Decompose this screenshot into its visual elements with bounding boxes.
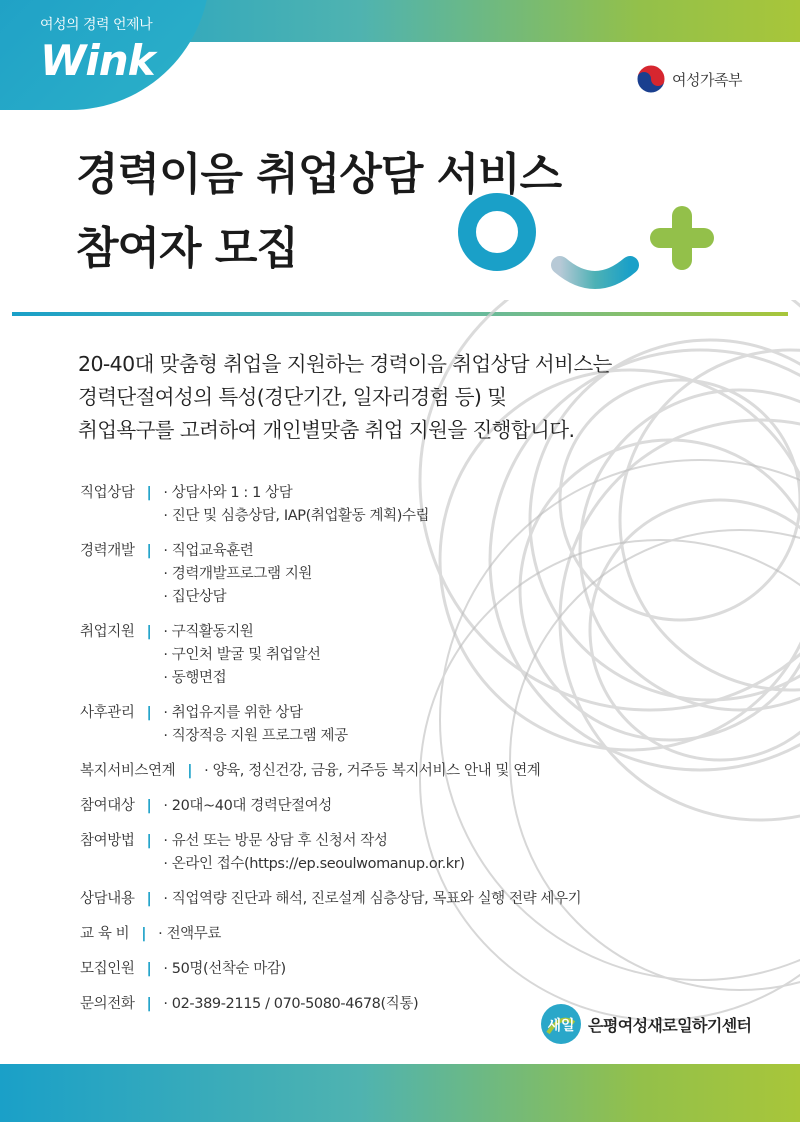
section-label: 직업상담 bbox=[80, 485, 135, 501]
intro-line-1: 20-40대 맞춤형 취업을 지원하는 경력이음 취업상담 서비스는 bbox=[78, 352, 612, 376]
list-row bbox=[80, 795, 581, 818]
separator-bar: | bbox=[146, 833, 152, 849]
separator-bar: | bbox=[187, 763, 193, 779]
separator-bar: | bbox=[141, 926, 147, 942]
section-items bbox=[163, 540, 312, 609]
section-items bbox=[204, 760, 540, 783]
section-label: 복지서비스연계 bbox=[80, 763, 176, 779]
section-label: 모집인원 bbox=[80, 961, 135, 977]
saeil-mark: 새일 bbox=[547, 1018, 575, 1034]
list-item: · 진단 및 심층상담, IAP(취업활동 계획)수립 bbox=[163, 508, 430, 524]
list-row bbox=[80, 830, 581, 876]
deco-symbols bbox=[455, 190, 745, 290]
list-item: · 온라인 접수(https://ep.seoulwomanup.or.kr) bbox=[163, 856, 465, 872]
section-label: 사후관리 bbox=[80, 705, 135, 721]
plus-symbol bbox=[650, 206, 714, 270]
title-line-1: 경력이음 취업상담 서비스 bbox=[76, 149, 562, 200]
list-item: · 구인처 발굴 및 취업알선 bbox=[163, 647, 321, 663]
separator-bar: | bbox=[146, 798, 152, 814]
separator-bar: | bbox=[146, 996, 152, 1012]
list-item: · 20대~40대 경력단절여성 bbox=[163, 798, 332, 814]
section-label: 교 육 비 bbox=[80, 926, 130, 942]
section-items bbox=[163, 795, 332, 818]
intro-line-3: 취업욕구를 고려하여 개인별맞춤 취업 지원을 진행합니다. bbox=[78, 418, 575, 442]
section-items bbox=[163, 958, 285, 981]
separator-bar: | bbox=[146, 891, 152, 907]
separator-bar: | bbox=[146, 705, 152, 721]
ministry-name: 여성가족부 bbox=[672, 70, 742, 89]
list-row bbox=[80, 621, 581, 690]
section-label: 참여방법 bbox=[80, 833, 135, 849]
list-row bbox=[80, 923, 581, 946]
separator-bar: | bbox=[146, 624, 152, 640]
badge-subtitle: 여성의 경력 언제나 bbox=[40, 17, 153, 33]
title-line-2: 참여자 모집 bbox=[76, 223, 298, 274]
list-item: · 전액무료 bbox=[158, 926, 222, 942]
list-item: · 양육, 정신건강, 금융, 거주등 복지서비스 안내 및 연계 bbox=[204, 763, 541, 779]
bottom-gradient-bar bbox=[0, 1064, 800, 1122]
section-items bbox=[163, 830, 464, 876]
list-item: · 02-389-2115 / 070-5080-4678(직통) bbox=[163, 996, 419, 1012]
ministry-logo bbox=[636, 64, 742, 94]
list-row bbox=[80, 958, 581, 981]
wink-logo: Wink bbox=[40, 36, 155, 85]
list-item: · 구직활동지원 bbox=[163, 624, 254, 640]
section-items bbox=[163, 993, 418, 1016]
list-item: · 50명(선착순 마감) bbox=[163, 961, 286, 977]
section-label: 상담내용 bbox=[80, 891, 135, 907]
section-label: 경력개발 bbox=[80, 543, 135, 559]
section-label: 문의전화 bbox=[80, 996, 135, 1012]
separator-bar: | bbox=[146, 485, 152, 501]
list-item: · 유선 또는 방문 상담 후 신청서 작성 bbox=[163, 833, 388, 849]
smile-symbol bbox=[560, 265, 630, 280]
service-list bbox=[80, 482, 581, 1028]
list-item: · 상담사와 1 : 1 상담 bbox=[163, 485, 293, 501]
section-items bbox=[163, 621, 320, 690]
circle-symbol bbox=[467, 202, 527, 262]
list-row bbox=[80, 482, 581, 528]
section-items bbox=[163, 482, 429, 528]
list-row bbox=[80, 760, 581, 783]
saeil-logo-icon bbox=[540, 1003, 582, 1045]
taegeuk-icon bbox=[636, 64, 666, 94]
separator-bar: | bbox=[146, 543, 152, 559]
section-items bbox=[163, 702, 347, 748]
section-items bbox=[163, 888, 581, 911]
list-item: · 동행면접 bbox=[163, 670, 227, 686]
section-items bbox=[158, 923, 221, 946]
list-item: · 집단상담 bbox=[163, 589, 227, 605]
list-item: · 직장적응 지원 프로그램 제공 bbox=[163, 728, 348, 744]
section-label: 참여대상 bbox=[80, 798, 135, 814]
list-item: · 경력개발프로그램 지원 bbox=[163, 566, 313, 582]
list-row bbox=[80, 888, 581, 911]
list-row bbox=[80, 993, 581, 1016]
center-logo bbox=[540, 1003, 751, 1045]
intro-line-2: 경력단절여성의 특성(경단기간, 일자리경험 등) 및 bbox=[78, 385, 507, 409]
list-row bbox=[80, 540, 581, 609]
list-item: · 직업교육훈련 bbox=[163, 543, 254, 559]
center-name: 은평여성새로일하기센터 bbox=[588, 1015, 752, 1035]
list-item: · 취업유지를 위한 상담 bbox=[163, 705, 303, 721]
list-item: · 직업역량 진단과 해석, 진로설계 심층상담, 목표와 실행 전략 세우기 bbox=[163, 891, 582, 907]
section-label: 취업지원 bbox=[80, 624, 135, 640]
list-row bbox=[80, 702, 581, 748]
intro-text bbox=[78, 348, 612, 447]
separator-bar: | bbox=[146, 961, 152, 977]
